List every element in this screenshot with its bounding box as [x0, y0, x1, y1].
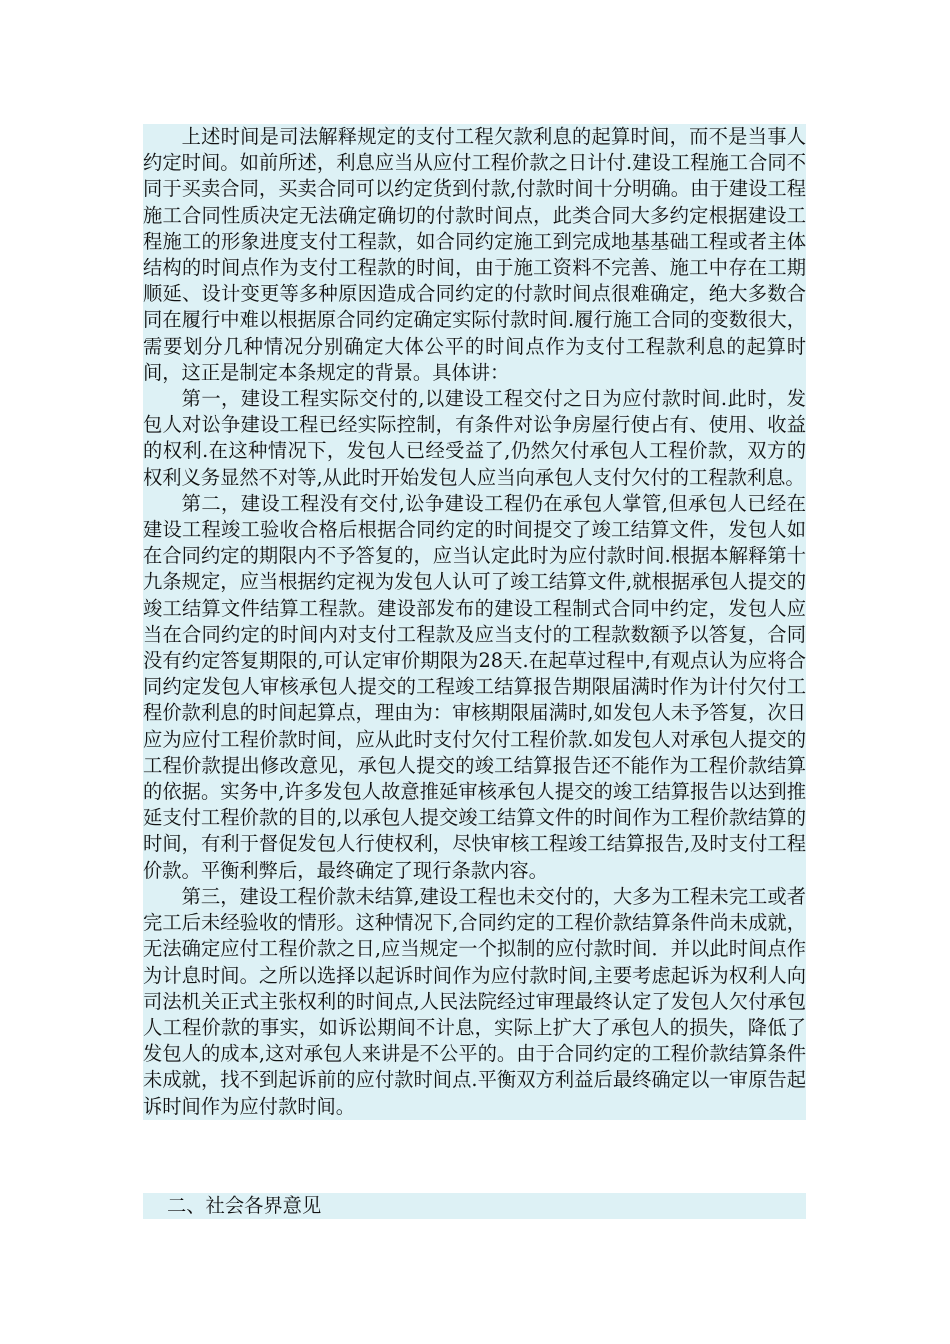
- paragraph-first: 第一，建设工程实际交付的,以建设工程交付之日为应付款时间.此时，发包人对讼争建设工程已经实际控制，有条件对讼争房屋行使占有、使用、收益的权利.在这种情况下，发包人已经受益了,仍然欠付承包人工程价款，双方的权利义务显然不对等,从此时开始发包人应当向承包人支付欠付的工程款利息。: [143, 387, 806, 489]
- paragraph-third: 第三，建设工程价款未结算,建设工程也未交付的，大多为工程未完工或者完工后未经验收的情形。这种情况下,合同约定的工程价款结算条件尚未成就，无法确定应付工程价款之日,应当规定一个拟制的应付款时间．并以此时间点作为计息时间。之所以选择以起诉时间作为应付款时间,主要考虑起诉为权利人向司法机关正式主张权利的时间点,人民法院经过审理最终认定了发包人欠付承包人工程价款的事实，如诉讼期间不计息，实际上扩大了承包人的损失，降低了发包人的成本,这对承包人来讲是不公平的。由于合同约定的工程价款结算条件未成就，找不到起诉前的应付款时间点.平衡双方利益后最终确定以一审原告起诉时间作为应付款时间。: [143, 884, 806, 1118]
- section-heading: 二、社会各界意见: [143, 1193, 806, 1219]
- paragraph-intro: 上述时间是司法解释规定的支付工程欠款利息的起算时间，而不是当事人约定时间。如前所述，利息应当从应付工程价款之日计付.建设工程施工合同不同于买卖合同，买卖合同可以约定货到付款,付款时间十分明确。由于建设工程施工合同性质决定无法确定确切的付款时间点，此类合同大多约定根据建设工程施工的形象进度支付工程款，如合同约定施工到完成地基基础工程或者主体结构的时间点作为支付工程款的时间，由于施工资料不完善、施工中存在工期顺延、设计变更等多种原因造成合同约定的付款时间点很难确定，绝大多数合同在履行中难以根据原合同约定确定实际付款时间.履行施工合同的变数很大，需要划分几种情况分别确定大体公平的时间点作为支付工程款利息的起算时间，这正是制定本条规定的背景。具体讲：: [143, 125, 806, 384]
- paragraph-second: 第二，建设工程没有交付,讼争建设工程仍在承包人掌管,但承包人已经在建设工程竣工验收合格后根据合同约定的时间提交了竣工结算文件，发包人如在合同约定的期限内不予答复的，应当认定此时为应付款时间.根据本解释第十九条规定，应当根据约定视为发包人认可了竣工结算文件,就根据承包人提交的竣工结算文件结算工程款。建设部发布的建设工程制式合同中约定，发包人应当在合同约定的时间内对支付工程款及应当支付的工程款数额予以答复，合同没有约定答复期限的,可认定审价期限为28天.在起草过程中,有观点认为应将合同约定发包人审核承包人提交的工程竣工结算报告期限届满时作为计付欠付工程价款利息的时间起算点，理由为：审核期限届满时,如发包人未予答复，次日应为应付工程价款时间，应从此时支付欠付工程价款.如发包人对承包人提交的工程价款提出修改意见，承包人提交的竣工结算报告还不能作为工程价款结算的依据。实务中,许多发包人故意推延审核承包人提交的竣工结算报告以达到推延支付工程价款的目的,以承包人提交竣工结算文件的时间作为工程价款结算的时间，有利于督促发包人行使权利，尽快审核工程竣工结算报告,及时支付工程价款。平衡利弊后，最终确定了现行条款内容。: [143, 491, 806, 882]
- body-text: [143, 124, 806, 1120]
